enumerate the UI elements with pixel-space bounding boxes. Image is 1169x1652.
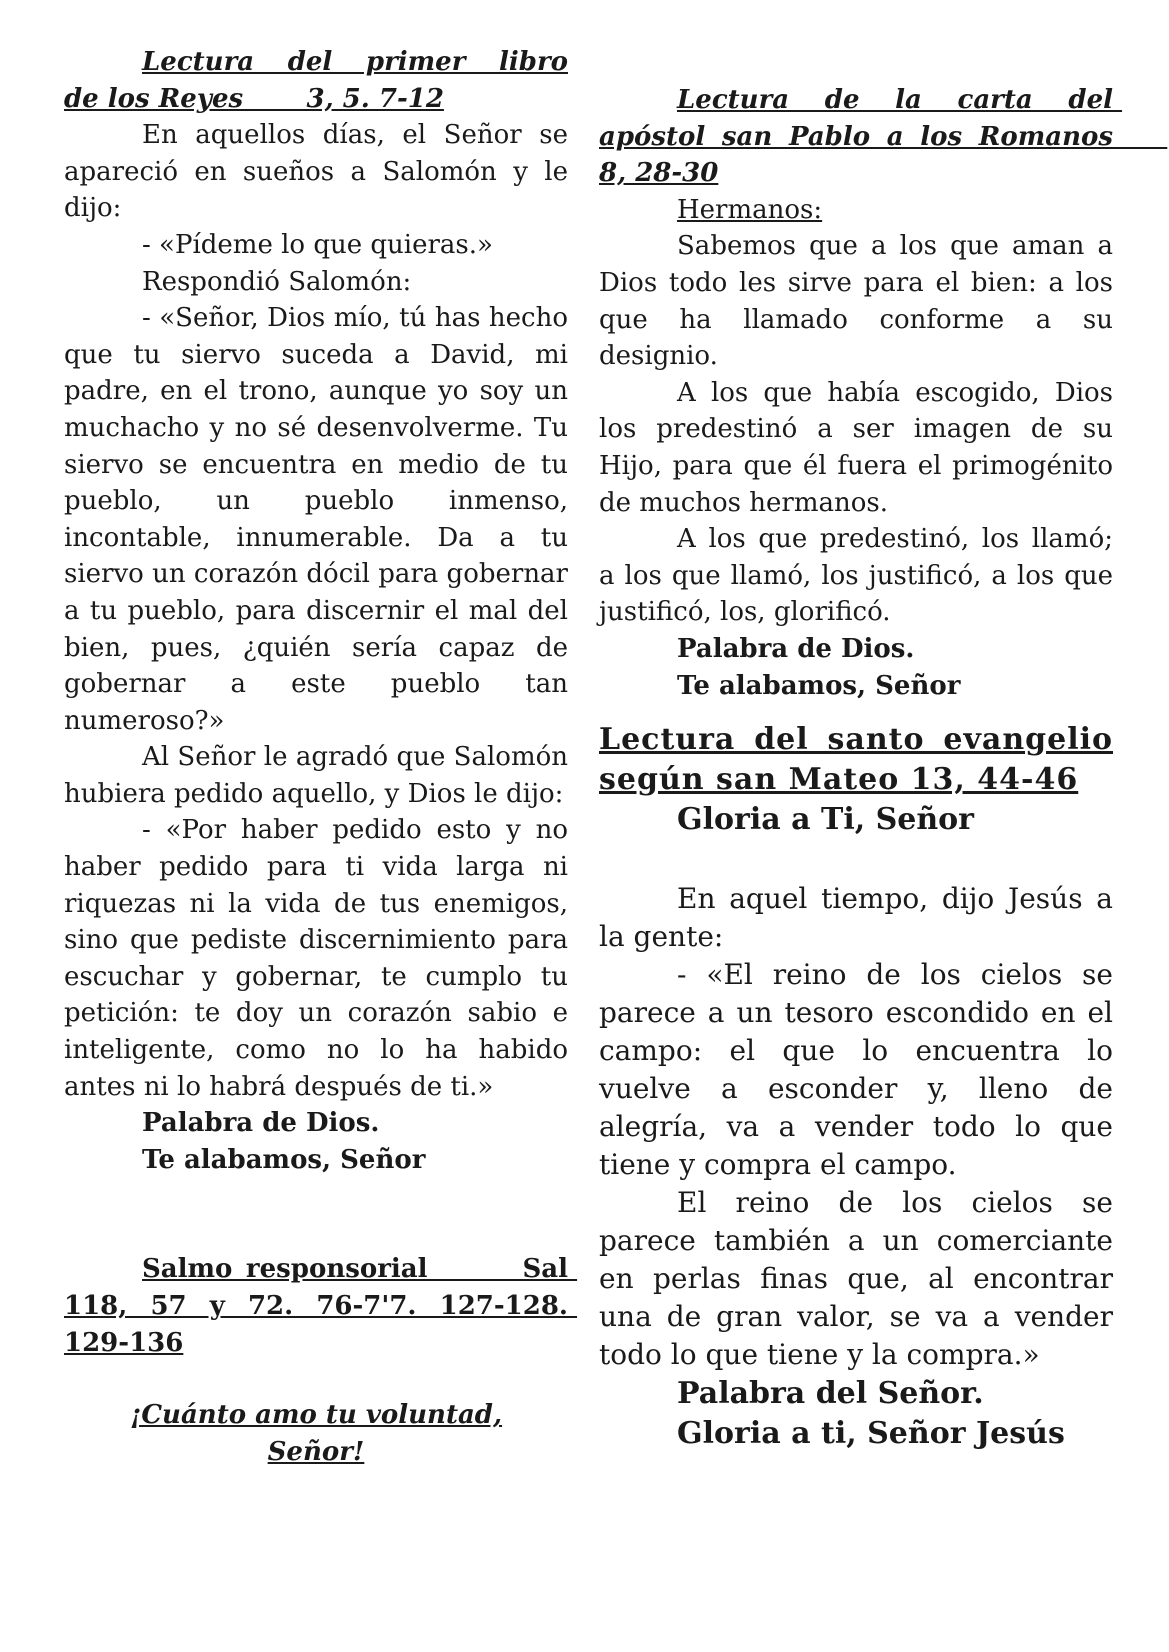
reading1-quote: - «Por haber pedido esto y no haber pedido para ti vida larga ni riquezas ni la vida de tus enemigos, sino que pediste discernimiento para escuchar y gobernar, te cumplo tu petición: te doy un corazón sabio e inteligente, como no lo ha habido antes ni lo habrá después de ti.» — [64, 815, 568, 1102]
reading1-closing: Palabra de Dios. — [142, 1108, 380, 1139]
psalm-refrain: ¡Cuánto amo tu voluntad, Señor! — [129, 1400, 503, 1467]
reading1-paragraph: Al Señor le agradó que Salomón hubiera pedido aquello, y Dios le dijo: — [64, 742, 568, 809]
reading1-paragraph: En aquellos días, el Señor se apareció en sueños a Salomón y le dijo: — [64, 120, 568, 224]
reading2-response: Te alabamos, Señor — [677, 670, 961, 701]
gospel-response-final: Gloria a ti, Señor Jesús — [677, 1416, 1065, 1452]
reading1-quote: - «Pídeme lo que quieras.» — [142, 229, 493, 260]
gospel-quote: - «El reino de los cielos se parece a un tesoro escondido en el campo: el que lo encuentra lo vuelve a esconder y, lleno de alegría, va a vender todo lo que tiene y compra el campo. — [599, 958, 1113, 1182]
reading1-response: Te alabamos, Señor — [142, 1144, 426, 1175]
left-column — [64, 44, 578, 1470]
reading2-closing: Palabra de Dios. — [677, 633, 915, 664]
psalm-title: Salmo responsorial Sal 118, 57 y 72. 76-7'7. 127-128. 129-136 — [64, 1254, 578, 1358]
reading1-title: Lectura del primer libro — [142, 47, 568, 77]
reading2-paragraph: A los que había escogido, Dios los predestinó a ser imagen de su Hijo, para que él fuera el primogénito de muchos hermanos. — [599, 377, 1113, 518]
gospel-response: Gloria a Ti, Señor — [677, 802, 974, 838]
gospel-paragraph: En aquel tiempo, dijo Jesús a la gente: — [599, 882, 1113, 954]
right-column — [599, 82, 1168, 1454]
reading2-title: Lectura de la carta del apóstol san Pablo a los Romanos 8, 28-30 — [599, 85, 1168, 189]
gospel-title: Lectura del santo evangelio según san Mateo 13, 44-46 — [599, 722, 1113, 798]
reading2-paragraph: A los que predestinó, los llamó; a los que llamó, los justificó, a los que justificó, los, glorificó. — [599, 524, 1113, 628]
reading1-paragraph: Respondió Salomón: — [142, 266, 412, 297]
reading1-quote: - «Señor, Dios mío, tú has hecho que tu siervo suceda a David, mi padre, en el trono, aunque yo soy un muchacho y no sé desenvolverme. Tu siervo se encuentra en medio de tu pueblo, un pueblo inmenso, incontable, innumerable. Da a tu siervo un corazón dócil para gobernar a tu pueblo, para discernir el mal del bien, pues, ¿quién sería capaz de gobernar a este pueblo tan numeroso?» — [64, 303, 568, 736]
gospel-paragraph: El reino de los cielos se parece también a un comerciante en perlas finas que, al encontrar una de gran valor, se va a vender todo lo que tiene y la compra.» — [599, 1186, 1113, 1372]
gospel-closing: Palabra del Señor. — [677, 1376, 984, 1412]
reading2-paragraph: Sabemos que a los que aman a Dios todo les sirve para el bien: a los que ha llamado conforme a su designio. — [599, 231, 1113, 372]
reading1-reference: de los Reyes 3, 5. 7-12 — [64, 83, 444, 114]
reading2-salutation: Hermanos: — [677, 194, 823, 225]
